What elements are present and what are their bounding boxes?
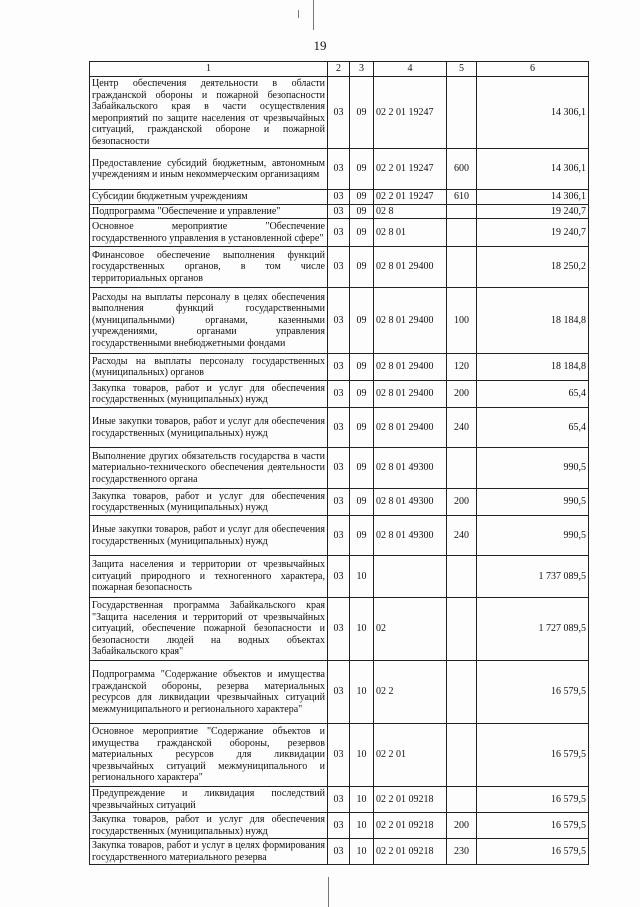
row-subsection: 09 [350,149,374,190]
row-expense-type [447,787,477,813]
row-expense-type [447,724,477,787]
scan-mark-bottom [328,877,329,907]
row-target-code: 02 8 01 29400 [374,381,447,408]
scan-mark-top-small [298,10,299,18]
table-row [90,204,589,219]
row-subsection: 09 [350,219,374,247]
row-name: Подпрограмма "Обеспечение и управление" [90,204,328,219]
row-target-code: 02 8 01 [374,219,447,247]
table-row [90,190,589,205]
row-target-code: 02 8 01 29400 [374,247,447,288]
row-section: 03 [328,516,350,556]
row-expense-type: 200 [447,813,477,839]
row-amount: 65,4 [477,381,589,408]
table-row [90,661,589,724]
row-subsection: 09 [350,77,374,149]
row-expense-type [447,448,477,489]
row-subsection: 10 [350,724,374,787]
row-subsection: 09 [350,247,374,288]
row-name: Иные закупки товаров, работ и услуг для обеспечения государственных (муниципальных) нужд [90,516,328,556]
row-target-code: 02 [374,598,447,661]
row-target-code [374,556,447,598]
row-subsection: 09 [350,489,374,516]
table-row [90,448,589,489]
row-subsection: 09 [350,516,374,556]
table-row [90,77,589,149]
row-name: Основное мероприятие "Обеспечение государственного управления в установленной сфере" [90,219,328,247]
row-amount: 18 184,8 [477,288,589,354]
row-subsection: 09 [350,288,374,354]
row-expense-type [447,219,477,247]
row-subsection: 09 [350,408,374,448]
table-row [90,813,589,839]
row-expense-type: 120 [447,354,477,381]
row-section: 03 [328,724,350,787]
row-section: 03 [328,787,350,813]
row-section: 03 [328,219,350,247]
table-row [90,288,589,354]
row-amount: 16 579,5 [477,839,589,865]
row-subsection: 10 [350,839,374,865]
row-subsection: 09 [350,204,374,219]
row-section: 03 [328,288,350,354]
row-expense-type: 240 [447,516,477,556]
row-expense-type: 600 [447,149,477,190]
table-row [90,247,589,288]
row-amount: 14 306,1 [477,77,589,149]
row-target-code: 02 8 01 49300 [374,489,447,516]
table-row [90,724,589,787]
row-subsection: 09 [350,354,374,381]
row-expense-type [447,556,477,598]
row-target-code: 02 2 01 19247 [374,190,447,205]
row-amount: 16 579,5 [477,813,589,839]
row-target-code: 02 8 01 29400 [374,288,447,354]
col-header: 5 [447,62,477,77]
col-header: 2 [328,62,350,77]
row-subsection: 10 [350,787,374,813]
row-expense-type: 610 [447,190,477,205]
row-name: Расходы на выплаты персоналу в целях обеспечения выполнения функций государственными (муниципальными) органами, казенными учреждениями, органами управления государственными внебюджетными фондами [90,288,328,354]
row-name: Финансовое обеспечение выполнения функций государственных органов, в том числе территориальных органов [90,247,328,288]
budget-table [89,61,589,865]
row-expense-type [447,661,477,724]
row-expense-type: 230 [447,839,477,865]
row-expense-type: 200 [447,489,477,516]
row-section: 03 [328,354,350,381]
row-amount: 19 240,7 [477,204,589,219]
row-section: 03 [328,489,350,516]
table-row [90,598,589,661]
row-name: Закупка товаров, работ и услуг для обеспечения государственных (муниципальных) нужд [90,489,328,516]
row-amount: 14 306,1 [477,190,589,205]
row-expense-type: 200 [447,381,477,408]
row-target-code: 02 8 [374,204,447,219]
table-row [90,516,589,556]
row-expense-type: 240 [447,408,477,448]
row-target-code: 02 2 01 09218 [374,787,447,813]
row-subsection: 09 [350,190,374,205]
row-name: Выполнение других обязательств государства в части материально-технического обеспечения деятельности государственного органа [90,448,328,489]
row-expense-type [447,247,477,288]
page-number: 19 [313,38,327,53]
row-name: Закупка товаров, работ и услуг в целях формирования государственного материального резерва [90,839,328,865]
row-section: 03 [328,381,350,408]
row-amount: 14 306,1 [477,149,589,190]
row-section: 03 [328,204,350,219]
col-header: 3 [350,62,374,77]
row-amount: 18 250,2 [477,247,589,288]
row-target-code: 02 2 01 [374,724,447,787]
table-row [90,381,589,408]
table-row [90,839,589,865]
row-expense-type [447,598,477,661]
table-row [90,408,589,448]
scan-mark-top [313,0,314,30]
row-amount: 1 737 089,5 [477,556,589,598]
col-header: 6 [477,62,589,77]
row-amount: 16 579,5 [477,724,589,787]
row-target-code: 02 2 01 09218 [374,813,447,839]
row-name: Субсидии бюджетным учреждениям [90,190,328,205]
row-target-code: 02 8 01 29400 [374,354,447,381]
row-target-code: 02 2 01 19247 [374,77,447,149]
row-name: Расходы на выплаты персоналу государственных (муниципальных) органов [90,354,328,381]
row-subsection: 10 [350,661,374,724]
row-subsection: 10 [350,813,374,839]
row-name: Иные закупки товаров, работ и услуг для обеспечения государственных (муниципальных) нужд [90,408,328,448]
row-name: Центр обеспечения деятельности в области гражданской обороны и пожарной безопасности Забайкальского края в части осуществления мероприятий по защите населения от чрезвычайных ситуаций, гражданской обороне и пожарной безопасности [90,77,328,149]
row-amount: 65,4 [477,408,589,448]
row-name: Подпрограмма "Содержание объектов и имущества гражданской обороны, резерва материальных ресурсов для ликвидации чрезвычайных ситуаций межмуниципального и регионального характера" [90,661,328,724]
row-amount: 16 579,5 [477,661,589,724]
row-expense-type [447,204,477,219]
row-section: 03 [328,408,350,448]
row-subsection: 09 [350,381,374,408]
row-section: 03 [328,77,350,149]
row-amount: 16 579,5 [477,787,589,813]
row-section: 03 [328,839,350,865]
table-row [90,787,589,813]
row-name: Предоставление субсидий бюджетным, автономным учреждениям и иным некоммерческим организациям [90,149,328,190]
table-row [90,489,589,516]
row-section: 03 [328,448,350,489]
row-name: Основное мероприятие "Содержание объектов и имущества гражданской обороны, резервов материальных ресурсов для ликвидации чрезвычайных ситуаций межмуниципального и регионального характера" [90,724,328,787]
row-amount: 990,5 [477,448,589,489]
row-section: 03 [328,598,350,661]
row-amount: 18 184,8 [477,354,589,381]
row-target-code: 02 8 01 49300 [374,448,447,489]
row-name: Предупреждение и ликвидация последствий чрезвычайных ситуаций [90,787,328,813]
table-row [90,219,589,247]
row-expense-type [447,77,477,149]
row-expense-type: 100 [447,288,477,354]
row-subsection: 09 [350,448,374,489]
table-row [90,149,589,190]
row-subsection: 10 [350,598,374,661]
row-section: 03 [328,190,350,205]
row-section: 03 [328,556,350,598]
row-section: 03 [328,247,350,288]
row-amount: 1 727 089,5 [477,598,589,661]
row-target-code: 02 8 01 49300 [374,516,447,556]
row-section: 03 [328,813,350,839]
header-row [90,62,589,77]
row-name: Государственная программа Забайкальского края "Защита населения и территорий от чрезвычайных ситуаций, обеспечение пожарной безопасности и безопасности людей на водных объектах Забайкальского края" [90,598,328,661]
row-name: Закупка товаров, работ и услуг для обеспечения государственных (муниципальных) нужд [90,813,328,839]
col-header: 4 [374,62,447,77]
row-section: 03 [328,661,350,724]
row-target-code: 02 2 01 09218 [374,839,447,865]
row-section: 03 [328,149,350,190]
row-name: Защита населения и территории от чрезвычайных ситуаций природного и техногенного характера, пожарная безопасность [90,556,328,598]
row-amount: 990,5 [477,516,589,556]
row-target-code: 02 8 01 29400 [374,408,447,448]
col-header: 1 [90,62,328,77]
table-row [90,556,589,598]
row-target-code: 02 2 01 19247 [374,149,447,190]
row-subsection: 10 [350,556,374,598]
row-target-code: 02 2 [374,661,447,724]
row-name: Закупка товаров, работ и услуг для обеспечения государственных (муниципальных) нужд [90,381,328,408]
table-row [90,354,589,381]
row-amount: 19 240,7 [477,219,589,247]
row-amount: 990,5 [477,489,589,516]
